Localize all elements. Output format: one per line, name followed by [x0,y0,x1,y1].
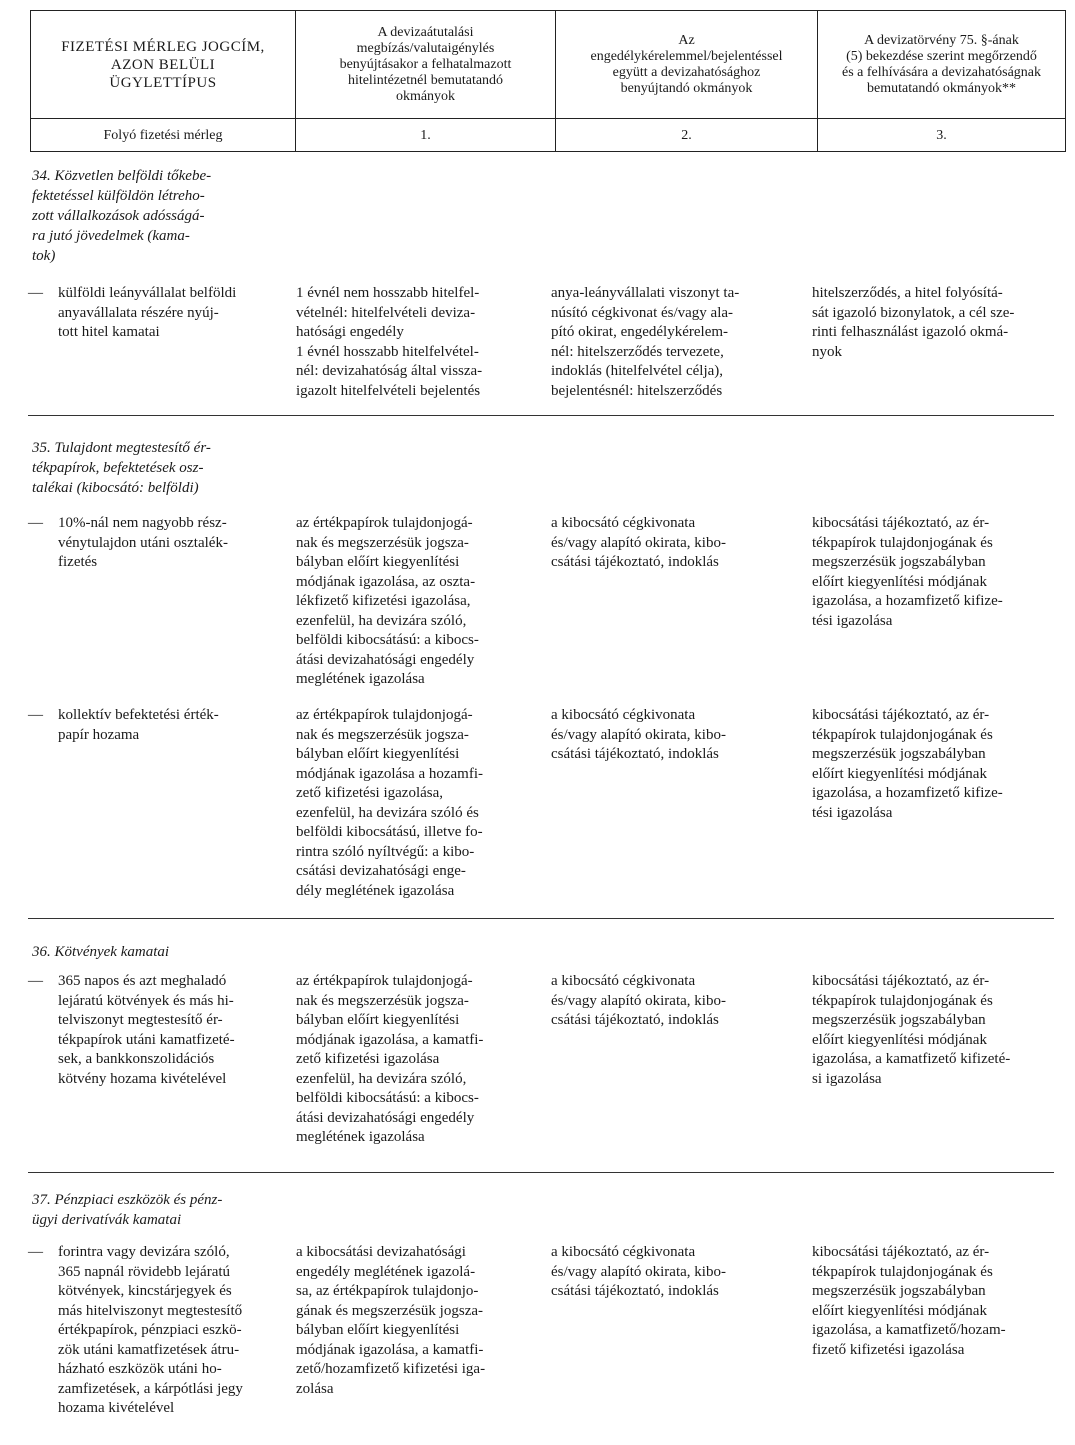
section-36-item-1-col2: a kibocsátó cégkivonata és/vagy alapító okirata, kibo- csátási tájékoztató, indoklás [551,973,726,1028]
section-divider [28,1172,1054,1173]
header-col-1: A devizaátutalási megbízás/valutaigénylés benyújtásakor a felhatalmazott hitelintézetnél bemutatandó okmányok [296,11,556,118]
section-divider [28,918,1054,919]
section-36-title: 36. Kötvények kamatai [32,944,170,960]
item-dash: — [28,285,43,301]
item-dash: — [28,707,43,723]
section-36-item-1-type: 365 napos és azt meghaladó lejáratú kötvények és más hi- telviszonyt megtestesítő ér- tékpapírok utáni kamatfizeté- sek, a bankkonszolidációs kötvény hozama kivételével [58,973,235,1087]
section-35-item-2-col3: kibocsátási tájékoztató, az ér- tékpapírok tulajdonjogának és megszerzésük jogszabályban előírt kiegyenlítési módjának igazolása, a hozamfizető kifize- tési igazolása [812,707,1003,821]
section-divider [28,415,1054,416]
item-dash: — [28,515,43,531]
section-35-item-2-col1: az értékpapírok tulajdonjogá- nak és megszerzésük jogsza- bályban előírt kiegyenlítési módjának igazolása a hozamfi- zető kifizetési igazolása, ezenfelül, ha devizára szóló és belföldi kibocsátású, illetve fo- rintra szóló nyíltvégű: a kibo- csátási devizahatósági enge- dély meglétének igazolása [296,707,484,899]
table-header [30,10,1066,152]
section-34-item-1-type: külföldi leányvállalat belföldi anyavállalata részére nyúj- tott hitel kamatai [58,285,237,340]
section-34-item-1-col2: anya-leányvállalati viszonyt ta- núsító cégkivonat és/vagy ala- pító okirat, engedélykérelem- nél: hitelszerződés tervezete, indoklás (hitelfelvétel célja), bejelentésnél: hitelszerződés [551,285,740,399]
header-col-2: Az engedélykérelemmel/bejelentéssel együtt a devizahatósághoz benyújtandó okmányok [556,11,818,118]
section-34-title: 34. Közvetlen belföldi tőkebe- fektetéssel külföldön létreho- zott vállalkozások adósságá- ra jutó jövedelmek (kama- tok) [32,168,212,264]
header-col-3: A devizatörvény 75. §-ának (5) bekezdése szerint megőrzendő és a felhívására a devizahatóságnak bemutatandó okmányok** [841,32,1041,96]
section-37-item-1-col1: a kibocsátási devizahatósági engedély meglétének igazolá- sa, az értékpapírok tulajdonjo- gának és megszerzésük jogsza- bályban előírt kiegyenlítési módjának igazolása, a kamatfi- zető/hozamfizető kifizetési iga- zolása [296,1244,486,1397]
section-37-item-1-type: forintra vagy devizára szóló, 365 napnál rövidebb lejáratú kötvények, kincstárjegyek és más hitelviszonyt megtestesítő értékpapírok, pénzpiaci eszkö- zök utáni kamatfizetések átru- házható eszközök utáni ho- zamfizetések, a kárpótlási jegy hozama kivételével [58,1244,243,1416]
header-col-title: FIZETÉSI MÉRLEG JOGCÍM, AZON BELÜLI ÜGYLETTÍPUS [31,11,296,118]
section-35-title: 35. Tulajdont megtestesítő ér- tékpapírok, befektetések osz- talékai (kibocsátó: belföldi) [32,440,211,496]
header-num-2: 2. [556,118,818,151]
section-36-item-1-col3: kibocsátási tájékoztató, az ér- tékpapírok tulajdonjogának és megszerzésük jogszabályban előírt kiegyenlítési módjának igazolása, a kamatfizető kifizeté- si igazolása [812,973,1011,1087]
section-34-item-1-col3: hitelszerződés, a hitel folyósítá- sát igazoló bizonylatok, a cél sze- rinti felhasználást igazoló okmá- nyok [812,285,1015,360]
section-36-item-1-col1: az értékpapírok tulajdonjogá- nak és megszerzésük jogsza- bályban előírt kiegyenlítési módjának igazolása, a kamatfi- zető kifizetési igazolása ezenfelül, ha devizára szóló, belföldi kibocsátású: a kibocs- átási devizahatósági engedély meglétének igazolása [296,973,484,1145]
header-num-1: 1. [296,118,556,151]
section-37-item-1-col2: a kibocsátó cégkivonata és/vagy alapító okirata, kibo- csátási tájékoztató, indoklás [551,1244,726,1299]
section-35-item-2-type: kollektív befektetési érték- papír hozama [58,707,219,743]
item-dash: — [28,973,43,989]
section-35-item-1-col2: a kibocsátó cégkivonata és/vagy alapító okirata, kibo- csátási tájékoztató, indoklás [551,515,726,570]
header-num-0: Folyó fizetési mérleg [31,118,296,151]
section-35-item-2-col2: a kibocsátó cégkivonata és/vagy alapító okirata, kibo- csátási tájékoztató, indoklás [551,707,726,762]
section-37-title: 37. Pénzpiaci eszközök és pénz- ügyi derivatívák kamatai [32,1192,223,1228]
section-35-item-1-col1: az értékpapírok tulajdonjogá- nak és megszerzésük jogsza- bályban előírt kiegyenlítési módjának igazolása, az oszta- lékfizető kifizetési igazolása, ezenfelül, ha devizára szóló, belföldi kibocsátású: a kibocs- átási devizahatósági engedély meglétének igazolása [296,515,479,687]
item-dash: — [28,1244,43,1260]
section-34-item-1-col1: 1 évnél nem hosszabb hitelfel- vételnél: hitelfelvételi deviza- hatósági engedély 1 évnél hosszabb hitelfelvétel- nél: devizahatóság által vissza- igazolt hitelfelvételi bejelentés [296,285,483,399]
section-37-item-1-col3: kibocsátási tájékoztató, az ér- tékpapírok tulajdonjogának és megszerzésük jogszabályban előírt kiegyenlítési módjának igazolása, a kamatfizető/hozam- fizető kifizetési igazolása [812,1244,1006,1358]
header-num-3: 3. [818,118,1065,151]
section-35-item-1-col3: kibocsátási tájékoztató, az ér- tékpapírok tulajdonjogának és megszerzésük jogszabályban előírt kiegyenlítési módjának igazolása, a hozamfizető kifize- tési igazolása [812,515,1003,629]
section-35-item-1-type: 10%-nál nem nagyobb rész- vénytulajdon utáni osztalék- fizetés [58,515,228,570]
